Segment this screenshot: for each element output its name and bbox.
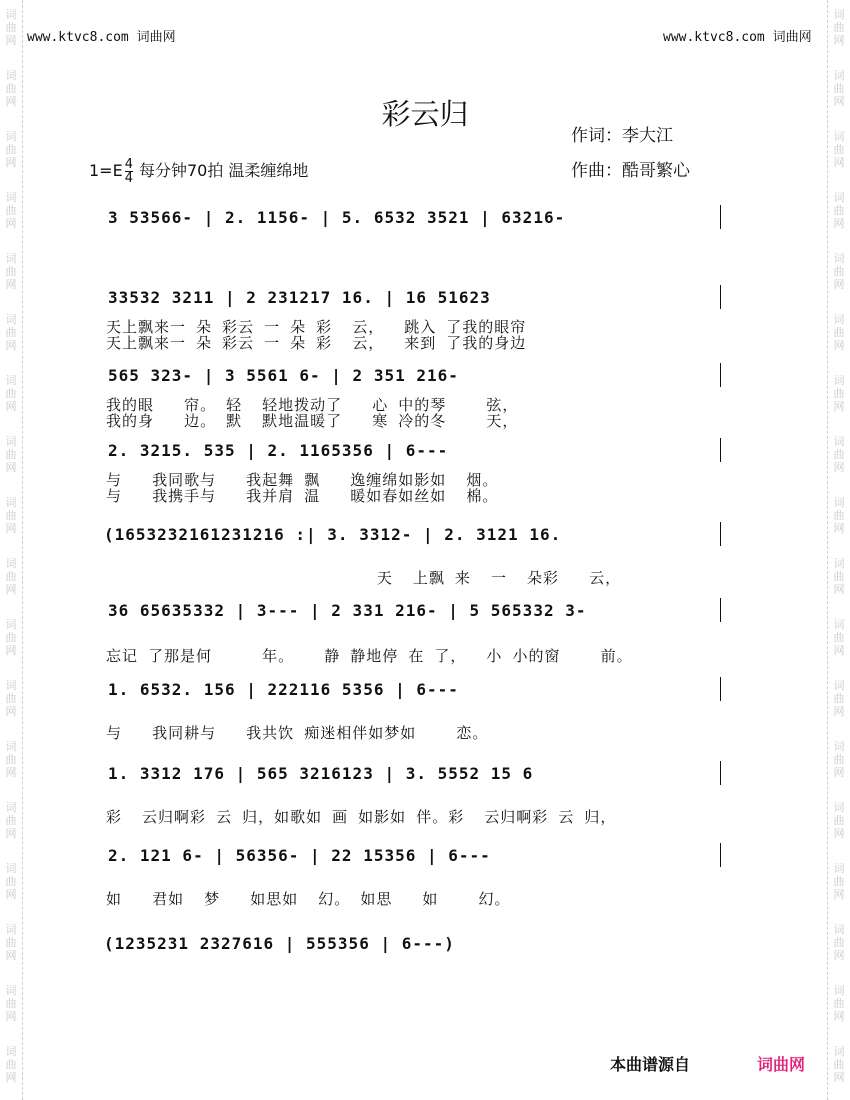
watermark-stamp: 词 曲 网 [833,374,845,413]
watermark-stamp: 词 曲 网 [833,984,845,1023]
lyricist-credit: 作词：李大江 [571,126,673,146]
watermark-stamp: 词 曲 网 [5,679,17,718]
watermark-stamp: 词 曲 网 [833,313,845,352]
site-url-right[interactable]: www.ktvc8.com 词曲网 [663,30,812,45]
watermark-stamp: 词 曲 网 [833,679,845,718]
key-label: 1=E [89,161,123,180]
notation-line-2: 33532 3211 | 2 231217 16. | 16 51623 [108,288,491,307]
watermark-stamp: 词 曲 网 [5,435,17,474]
watermark-stamp: 词 曲 网 [5,252,17,291]
watermark-stamp: 词 曲 网 [833,740,845,779]
lyric-line-9: 如 君如 梦 如思如 幻。 如思 如 幻。 [106,890,511,908]
watermark-stamp: 词 曲 网 [5,923,17,962]
watermark-stamp: 词 曲 网 [833,1045,845,1084]
notation-line-3: 565 323- | 3 5561 6- | 2 351 216- [108,366,459,385]
barline [720,205,721,229]
watermark-stamp: 词 曲 网 [833,69,845,108]
watermark-stamp: 词 曲 网 [5,374,17,413]
barline [720,677,721,701]
lyric-line-2b: 天上飘来一 朵 彩云 一 朵 彩 云， 来到 了我的身边 [106,334,527,352]
lyric-line-8: 彩 云归啊彩 云 归，如歌如 画 如影如 伴。彩 云归啊彩 云 归， [106,808,617,826]
notation-line-5: (1653232161231216 :| 3. 3312- | 2. 3121 16. [104,525,562,544]
tempo-marking: 每分钟70拍 温柔缠绵地 [138,161,309,180]
watermark-stamp: 词 曲 网 [833,557,845,596]
notation-line-8: 1. 3312 176 | 565 3216123 | 3. 5552 15 6 [108,764,534,783]
watermark-stamp: 词 曲 网 [5,8,17,47]
song-title: 彩云归 [381,97,469,131]
watermark-stamp: 词 曲 网 [5,740,17,779]
barline [720,598,721,622]
lyric-line-4b: 与 我携手与 我并肩 温 暖如春如丝如 棉。 [106,487,499,505]
watermark-stamp: 词 曲 网 [833,496,845,535]
notation-line-4: 2. 3215. 535 | 2. 1165356 | 6--- [108,441,449,460]
watermark-stamp: 词 曲 网 [5,191,17,230]
lyric-line-3a: 我的眼 帘。 轻 轻地拨动了 心 中的琴 弦， [106,396,519,414]
brand-link[interactable]: 词曲网 [757,1055,806,1074]
watermark-stamp: 词 曲 网 [833,435,845,474]
source-note: 本曲谱源自 [610,1055,691,1074]
key-signature [89,158,308,185]
lyric-line-2a: 天上飘来一 朵 彩云 一 朵 彩 云， 跳入 了我的眼帘 [106,318,527,336]
watermark-stamp: 词 曲 网 [5,801,17,840]
watermark-stamp: 词 曲 网 [5,862,17,901]
watermark-stamp: 词 曲 网 [833,618,845,657]
watermark-stamp: 词 曲 网 [5,1045,17,1084]
notation-line-9: 2. 121 6- | 56356- | 22 15356 | 6--- [108,846,491,865]
lyric-line-6: 忘记 了那是何 年。 静 静地停 在 了， 小 小的窗 前。 [106,647,633,665]
site-url-left[interactable]: www.ktvc8.com 词曲网 [27,30,176,45]
lyric-line-4a: 与 我同歌与 我起舞 飘 逸缠绵如影如 烟。 [106,471,499,489]
right-watermark-strip [827,0,850,1100]
watermark-stamp: 词 曲 网 [5,496,17,535]
barline [720,843,721,867]
watermark-stamp: 词 曲 网 [833,130,845,169]
barline [720,363,721,387]
watermark-stamp: 词 曲 网 [5,313,17,352]
watermark-stamp: 词 曲 网 [833,8,845,47]
watermark-stamp: 词 曲 网 [833,252,845,291]
left-watermark-strip [0,0,23,1100]
watermark-stamp: 词 曲 网 [5,69,17,108]
notation-line-10: (1235231 2327616 | 555356 | 6---) [104,934,455,953]
notation-line-6: 36 65635332 | 3--- | 2 331 216- | 5 565332 3- [108,601,587,620]
barline [720,522,721,546]
composer-credit: 作曲：酷哥繁心 [571,161,690,181]
watermark-stamp: 词 曲 网 [833,801,845,840]
notation-line-1: 3 53566- | 2. 1156- | 5. 6532 3521 | 63216- [108,208,566,227]
watermark-stamp: 词 曲 网 [5,130,17,169]
watermark-stamp: 词 曲 网 [833,923,845,962]
barline [720,438,721,462]
lyric-line-7: 与 我同耕与 我共饮 痴迷相伴如梦如 恋。 [106,724,489,742]
watermark-stamp: 词 曲 网 [833,191,845,230]
time-signature: $\frac{4}{4}$ [124,157,133,186]
lyric-line-3b: 我的身 边。 默 默地温暖了 寒 冷的冬 天， [106,412,519,430]
watermark-stamp: 词 曲 网 [5,618,17,657]
barline [720,285,721,309]
barline [720,761,721,785]
watermark-stamp: 词 曲 网 [833,862,845,901]
lyric-line-5: 天 上飘 来 一 朵彩 云， [106,569,622,587]
watermark-stamp: 词 曲 网 [5,557,17,596]
notation-line-7: 1. 6532. 156 | 222116 5356 | 6--- [108,680,459,699]
watermark-stamp: 词 曲 网 [5,984,17,1023]
